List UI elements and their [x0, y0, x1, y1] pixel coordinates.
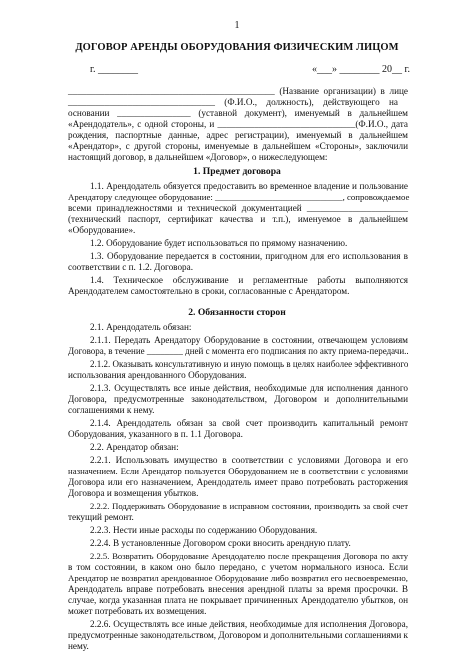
preamble-line: _____________________________________________ (Название организации) в лице — [68, 86, 408, 96]
clause-line: 2.2.2. Поддерживать Оборудование в исправном состоянии, производить за свой счет — [90, 501, 408, 511]
clause-line: 2.1. Арендодатель обязан: — [90, 322, 192, 332]
clause-line: использования арендованного Оборудования. — [68, 370, 247, 380]
clause-line: 2.1.2. Оказывать консультативную и иную помощь в целях наиболее эффективного — [90, 359, 409, 369]
preamble-line: основании ________________ (уставной документ), именуемый в дальнейшем — [68, 108, 408, 118]
clause-line: 2.2.4. В установленные Договором сроки вносить арендную плату. — [90, 538, 351, 548]
clause-line: текущий ремонт. — [68, 512, 134, 522]
clause-line: Договора, в течение ________ дней с момента его подписания по акту приема-передачи.. — [68, 346, 409, 356]
clause-line: соответствии с п. 1.2. Договора. — [68, 262, 194, 272]
contract-date: «___» ________ 20__ г. — [312, 64, 410, 75]
contract-place: г. ________ — [90, 64, 138, 75]
clause-line: 2.2.6. Осуществлять все иные действия, необходимые для исполнения Договора, — [90, 619, 408, 629]
clause-line: в том состоянии, в каком оно было передано, с учетом нормального износа. Если — [68, 562, 408, 572]
clause-line: 2.2.3. Нести иные расходы по содержанию Оборудования. — [90, 525, 318, 535]
clause-line: Договора и возмещения убытков. — [68, 488, 199, 498]
clause-line: соглашениями к нему. — [68, 405, 155, 415]
clause-line: всеми принадлежностями и технической документацией ______________________ — [68, 203, 408, 213]
clause-line: назначением. Если Арендатор пользуется Оборудованием не в соответствии с условиями — [68, 466, 408, 476]
page-number: 1 — [234, 20, 240, 31]
clause-line: (технический паспорт, сертификат качества и т.п.), именуемое в дальнейшем — [68, 214, 408, 224]
clause-line: Договора или его назначением, Арендодатель имеет право потребовать расторжения — [68, 477, 408, 487]
clause-line: предусмотренные законодательством, Договором и дополнительными соглашениями к — [68, 630, 408, 640]
document-title: ДОГОВОР АРЕНДЫ ОБОРУДОВАНИЯ ФИЗИЧЕСКИМ ЛИЦОМ — [75, 42, 399, 53]
preamble-line: «Арендодатель», с одной стороны, и ______________________________(Ф.И.О., дата — [68, 119, 408, 129]
clause-line: может потребовать их возмещения. — [68, 606, 207, 616]
clause-line: 2.2.5. Возвратить Оборудование Арендодателю после прекращения Договора по акту — [90, 551, 408, 561]
preamble-line: настоящий договор, в дальнейшем «Договор», о нижеследующем: — [68, 152, 328, 162]
section-heading: 2. Обязанности сторон — [188, 307, 286, 318]
preamble-line: ________________________________ (Ф.И.О., должность), действующего на — [68, 97, 398, 107]
clause-line: Оборудования, указанного в п. 1.1 Договора. — [68, 429, 243, 439]
clause-line: 1.4. Техническое обслуживание и регламентные работы выполняются — [90, 275, 408, 285]
preamble-line: «Арендатор», с другой стороны, именуемые в дальнейшем «Стороны», заключили — [68, 141, 408, 151]
clause-line: нему. — [68, 641, 89, 651]
clause-line: 2.1.3. Осуществлять все иные действия, необходимые для исполнения данного — [90, 383, 408, 393]
clause-line: 2.1.1. Передать Арендатору Оборудование в состоянии, отвечающем условиям — [90, 335, 408, 345]
clause-line: Арендодателем самостоятельно в сроки, согласованные с Арендатором. — [68, 286, 350, 296]
clause-line: 2.1.4. Арендодатель обязан за свой счет производить капитальный ремонт — [90, 418, 408, 428]
clause-line: Арендатор не возвратил арендованное Оборудование либо возвратил его несвоевременно, — [68, 573, 408, 583]
clause-line: Договора, предусмотренные законодательством, Договором и дополнительными — [68, 394, 408, 404]
clause-line: 1.1. Арендодатель обязуется предоставить во временное владение и пользование — [90, 181, 408, 191]
preamble-line: рождения, паспортные данные, адрес регистрации), именуемый в дальнейшем — [68, 130, 408, 140]
clause-line: «Оборудование». — [68, 225, 136, 235]
clause-line: Арендатору следующее оборудование: _____________________________, сопровождаемое — [68, 192, 410, 202]
clause-line: 1.3. Оборудование передается в состоянии, пригодном для его использования в — [90, 251, 408, 261]
clause-line: 2.2. Арендатор обязан: — [90, 442, 179, 452]
clause-line: 1.2. Оборудование будет использоваться по прямому назначению. — [90, 238, 348, 248]
clause-line: 2.2.1. Использовать имущество в соответствии с условиями Договора и его — [90, 455, 408, 465]
clause-line: случае, когда указанная плата не покрывает причиненных Арендодателю убытков, он — [68, 595, 408, 605]
section-heading: 1. Предмет договора — [193, 166, 281, 177]
clause-line: Арендодатель вправе потребовать внесения арендной платы за время просрочки. В — [68, 584, 408, 594]
